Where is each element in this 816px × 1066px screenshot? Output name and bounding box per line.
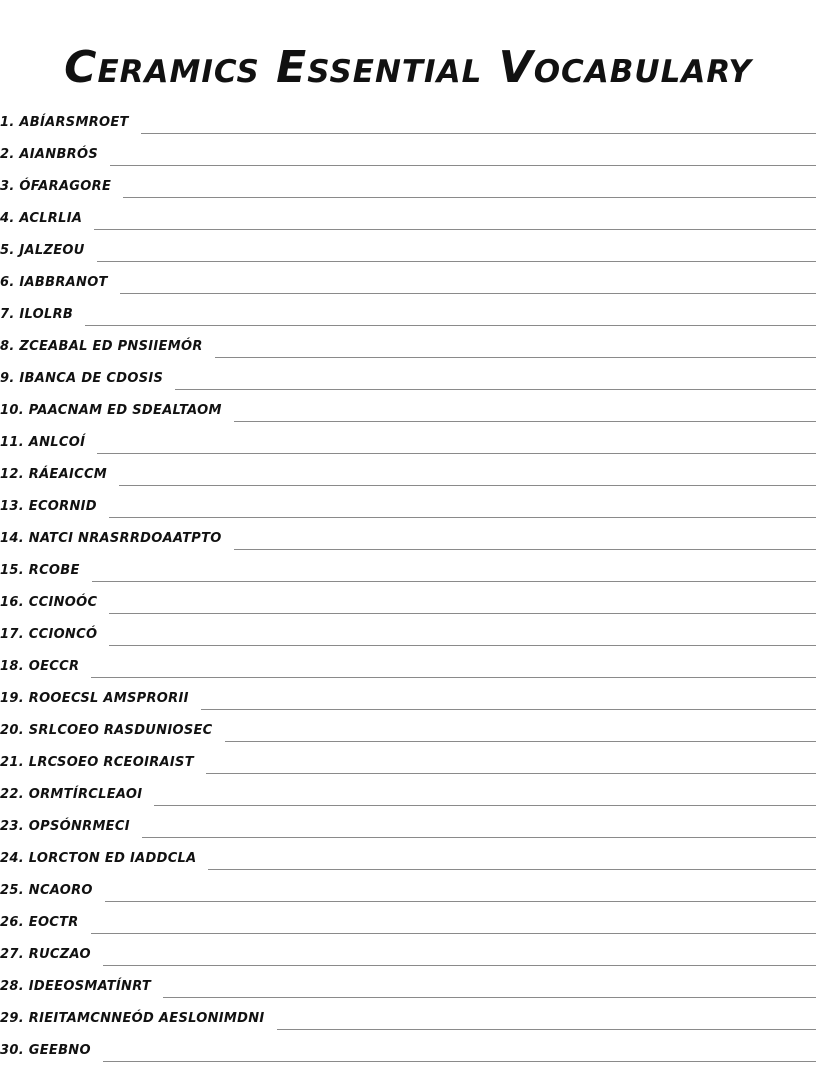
scrambled-word: IABBRANOT <box>19 274 108 290</box>
scrambled-word: JALZEOU <box>19 242 85 258</box>
item-number: 21. <box>0 754 24 770</box>
scrambled-word-label <box>0 787 142 802</box>
scrambled-word-label <box>0 339 203 354</box>
item-number: 1. <box>0 114 15 130</box>
item-number: 2. <box>0 146 15 162</box>
scrambled-word-label <box>0 659 79 674</box>
list-item <box>0 426 816 458</box>
vocabulary-list <box>0 106 816 1066</box>
item-number: 25. <box>0 882 24 898</box>
answer-line[interactable] <box>109 599 816 614</box>
list-item <box>0 874 816 906</box>
answer-line[interactable] <box>201 695 816 710</box>
item-number: 30. <box>0 1042 24 1058</box>
answer-line[interactable] <box>123 183 816 198</box>
list-item <box>0 106 816 138</box>
answer-line[interactable] <box>85 311 816 326</box>
list-item <box>0 170 816 202</box>
answer-line[interactable] <box>92 567 816 582</box>
scrambled-word: RIEITAMCNNEÓD AESLONIMDNI <box>28 1010 265 1026</box>
list-item <box>0 650 816 682</box>
scrambled-word-label <box>0 147 98 162</box>
answer-line[interactable] <box>206 759 816 774</box>
scrambled-word: ILOLRB <box>19 306 74 322</box>
scrambled-word: SRLCOEO RASDUNIOSEC <box>28 722 213 738</box>
scrambled-word: ROOECSL AMSPRORII <box>28 690 189 706</box>
list-item <box>0 362 816 394</box>
item-number: 4. <box>0 210 15 226</box>
list-item <box>0 618 816 650</box>
scrambled-word-label <box>0 947 91 962</box>
scrambled-word-label <box>0 1011 265 1026</box>
scrambled-word: IBANCA DE CDOSIS <box>19 370 164 386</box>
list-item <box>0 682 816 714</box>
item-number: 18. <box>0 658 24 674</box>
answer-line[interactable] <box>97 439 816 454</box>
answer-line[interactable] <box>97 247 816 262</box>
list-item <box>0 522 816 554</box>
scrambled-word-label <box>0 691 189 706</box>
item-number: 9. <box>0 370 15 386</box>
scrambled-word-label <box>0 755 194 770</box>
list-item <box>0 202 816 234</box>
scrambled-word: NCAORO <box>28 882 93 898</box>
list-item <box>0 234 816 266</box>
scrambled-word: AIANBRÓS <box>19 146 98 162</box>
list-item <box>0 746 816 778</box>
item-number: 29. <box>0 1010 24 1026</box>
scrambled-word-label <box>0 307 73 322</box>
answer-line[interactable] <box>277 1015 816 1030</box>
item-number: 22. <box>0 786 24 802</box>
answer-line[interactable] <box>208 855 816 870</box>
list-item <box>0 138 816 170</box>
answer-line[interactable] <box>103 951 816 966</box>
list-item <box>0 586 816 618</box>
list-item <box>0 1002 816 1034</box>
scrambled-word-label <box>0 723 213 738</box>
answer-line[interactable] <box>163 983 816 998</box>
scrambled-word: OECCR <box>28 658 80 674</box>
answer-line[interactable] <box>225 727 816 742</box>
item-number: 28. <box>0 978 24 994</box>
list-item <box>0 906 816 938</box>
scrambled-word: ABÍARSMROET <box>19 114 129 130</box>
scrambled-word-label <box>0 115 129 130</box>
scrambled-word: LORCTON ED IADDCLA <box>28 850 197 866</box>
scrambled-word-label <box>0 819 130 834</box>
scrambled-word-label <box>0 595 97 610</box>
item-number: 24. <box>0 850 24 866</box>
scrambled-word: RÁEAICCM <box>28 466 108 482</box>
answer-line[interactable] <box>109 631 816 646</box>
scrambled-word: EOCTR <box>28 914 79 930</box>
scrambled-word: IDEEOSMATÍNRT <box>28 978 152 994</box>
scrambled-word: RUCZAO <box>28 946 91 962</box>
answer-line[interactable] <box>105 887 816 902</box>
answer-line[interactable] <box>91 663 816 678</box>
scrambled-word-label <box>0 211 82 226</box>
item-number: 8. <box>0 338 15 354</box>
item-number: 23. <box>0 818 24 834</box>
answer-line[interactable] <box>91 919 816 934</box>
scrambled-word: LRCSOEO RCEOIRAIST <box>28 754 194 770</box>
scrambled-word-label <box>0 435 85 450</box>
scrambled-word-label <box>0 531 222 546</box>
list-item <box>0 778 816 810</box>
scrambled-word: PAACNAM ED SDEALTAOM <box>28 402 222 418</box>
item-number: 3. <box>0 178 15 194</box>
item-number: 11. <box>0 434 24 450</box>
answer-line[interactable] <box>110 151 816 166</box>
item-number: 6. <box>0 274 15 290</box>
list-item <box>0 554 816 586</box>
scrambled-word: CCINOÓC <box>28 594 98 610</box>
list-item <box>0 490 816 522</box>
answer-line[interactable] <box>120 279 816 294</box>
scrambled-word-label <box>0 627 97 642</box>
scrambled-word: ÓFARAGORE <box>19 178 112 194</box>
scrambled-word-label <box>0 883 93 898</box>
scrambled-word-label <box>0 243 85 258</box>
answer-line[interactable] <box>109 503 816 518</box>
answer-line[interactable] <box>215 343 816 358</box>
answer-line[interactable] <box>141 119 816 134</box>
scrambled-word: ORMTÍRCLEAOI <box>28 786 143 802</box>
scrambled-word-label <box>0 563 80 578</box>
scrambled-word-label <box>0 467 107 482</box>
answer-line[interactable] <box>94 215 816 230</box>
list-item <box>0 458 816 490</box>
answer-line[interactable] <box>142 823 816 838</box>
list-item <box>0 266 816 298</box>
scrambled-word-label <box>0 179 111 194</box>
scrambled-word: CCIONCÓ <box>28 626 98 642</box>
item-number: 13. <box>0 498 24 514</box>
list-item <box>0 810 816 842</box>
item-number: 15. <box>0 562 24 578</box>
scrambled-word-label <box>0 403 222 418</box>
scrambled-word: OPSÓNRMECI <box>28 818 130 834</box>
scrambled-word-label <box>0 851 196 866</box>
list-item <box>0 938 816 970</box>
scrambled-word: ACLRLIA <box>19 210 83 226</box>
list-item <box>0 1034 816 1066</box>
item-number: 14. <box>0 530 24 546</box>
answer-line[interactable] <box>234 407 816 422</box>
list-item <box>0 970 816 1002</box>
item-number: 20. <box>0 722 24 738</box>
scrambled-word-label <box>0 1043 91 1058</box>
list-item <box>0 714 816 746</box>
scrambled-word-label <box>0 371 163 386</box>
scrambled-word-label <box>0 499 97 514</box>
list-item <box>0 330 816 362</box>
item-number: 12. <box>0 466 24 482</box>
answer-line[interactable] <box>175 375 816 390</box>
scrambled-word: GEEBNO <box>28 1042 91 1058</box>
scrambled-word-label <box>0 275 108 290</box>
answer-line[interactable] <box>119 471 816 486</box>
list-item <box>0 842 816 874</box>
item-number: 7. <box>0 306 15 322</box>
scrambled-word-label <box>0 979 151 994</box>
page-title: Ceramics Essential Vocabulary <box>64 42 752 93</box>
item-number: 5. <box>0 242 15 258</box>
scrambled-word: ZCEABAL ED PNSIIEMÓR <box>19 338 203 354</box>
scrambled-word-label <box>0 915 79 930</box>
list-item <box>0 394 816 426</box>
scrambled-word: ECORNID <box>28 498 97 514</box>
scrambled-word: RCOBE <box>28 562 80 578</box>
item-number: 10. <box>0 402 24 418</box>
item-number: 17. <box>0 626 24 642</box>
scrambled-word: NATCI NRASRRDOAATPTO <box>28 530 222 546</box>
answer-line[interactable] <box>234 535 816 550</box>
answer-line[interactable] <box>154 791 816 806</box>
answer-line[interactable] <box>103 1047 816 1062</box>
list-item <box>0 298 816 330</box>
item-number: 26. <box>0 914 24 930</box>
scrambled-word: ANLCOÍ <box>28 434 86 450</box>
item-number: 27. <box>0 946 24 962</box>
item-number: 16. <box>0 594 24 610</box>
item-number: 19. <box>0 690 24 706</box>
